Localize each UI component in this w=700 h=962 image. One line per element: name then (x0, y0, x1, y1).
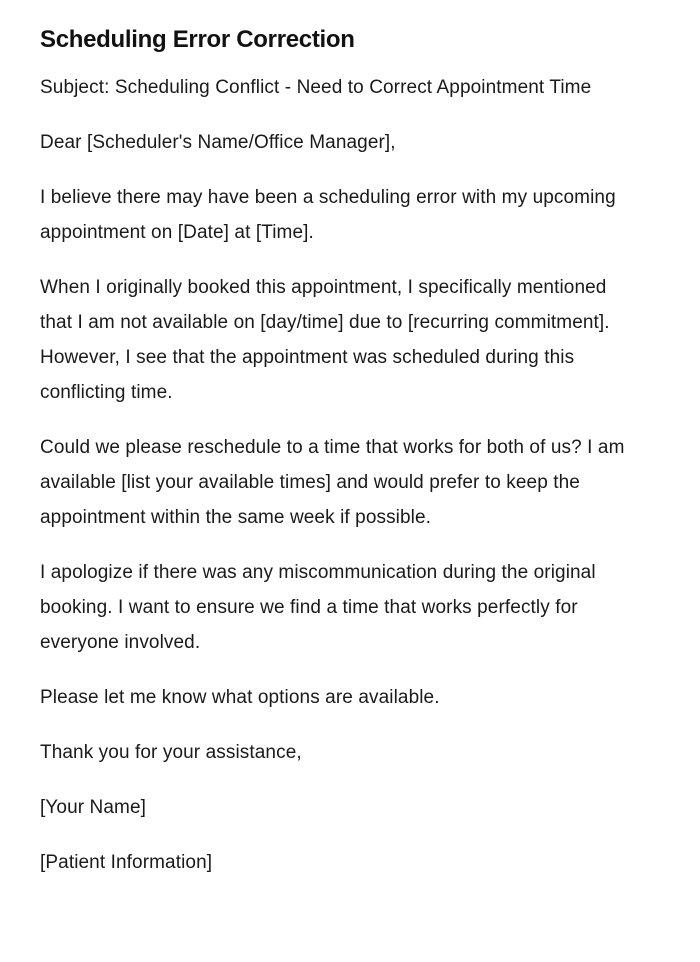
document-title: Scheduling Error Correction (40, 26, 355, 53)
body-paragraph-1: I believe there may have been a scheduling error with my upcoming appointment on [Date] at [Time]. (40, 187, 616, 243)
body-paragraph-3: Could we please reschedule to a time that works for both of us? I am available [list your available times] and would prefer to keep the appointment within the same week if possible. (40, 437, 625, 528)
body-paragraph-5: Please let me know what options are available. (40, 687, 440, 708)
signature-info: [Patient Information] (40, 852, 213, 873)
signature-name: [Your Name] (40, 797, 147, 818)
subject-line: Subject: Scheduling Conflict - Need to Correct Appointment Time (40, 77, 592, 98)
closing-line: Thank you for your assistance, (40, 742, 302, 763)
body-paragraph-2: When I originally booked this appointment, I specifically mentioned that I am not available on [day/time] due to [recurring commitment]. However, I see that the appointment was scheduled during this conflicting time. (40, 277, 610, 403)
body-paragraph-4: I apologize if there was any miscommunication during the original booking. I want to ensure we find a time that works perfectly for everyone involved. (40, 562, 596, 653)
greeting: Dear [Scheduler's Name/Office Manager], (40, 132, 396, 153)
letter-document (40, 22, 640, 900)
